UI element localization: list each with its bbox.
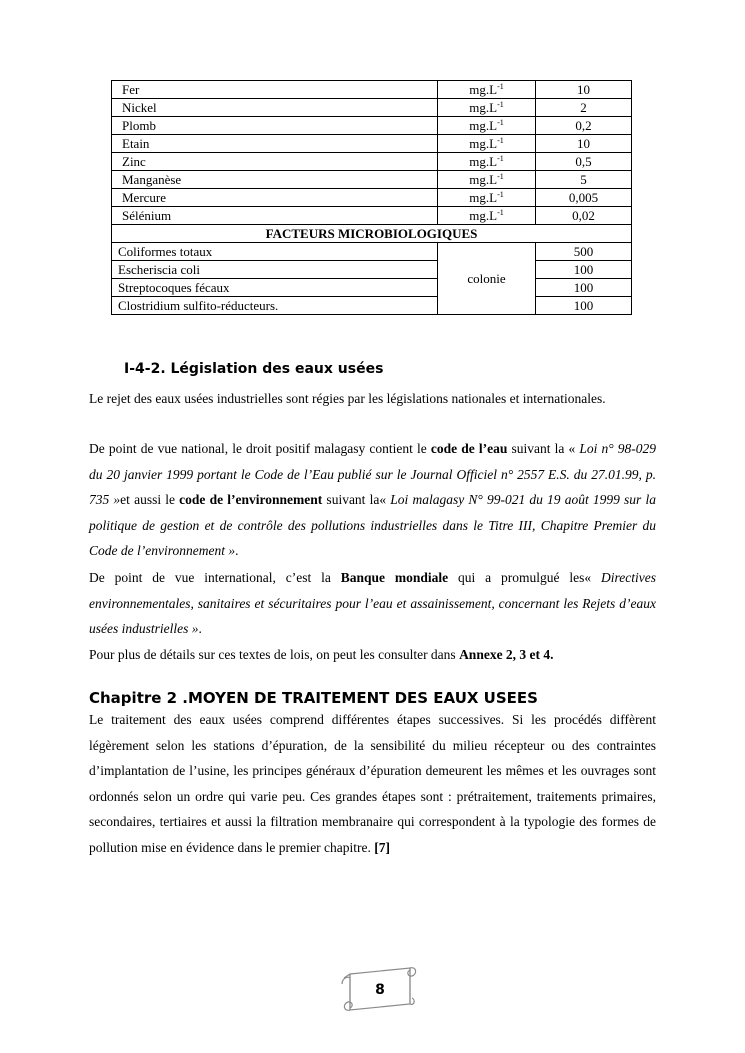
banque-mondiale-term: Banque mondiale: [340, 570, 449, 585]
table-row: [112, 171, 632, 189]
table-row: [112, 135, 632, 153]
loi-99-021-citation: Loi malagasy N° 99-021 du 19 août 1999 sur la politique de gestion et de contrôle des pollutions industrielles dans le Titre III, Chapitre Premier du Code de l’environnement »: [89, 492, 656, 558]
microbe-value: 100: [536, 279, 632, 297]
parameter-table: [111, 80, 632, 315]
paragraph-annex-reference: Pour plus de détails sur ces textes de lois, on peut les consulter dans Annexe 2, 3 et 4.: [89, 647, 554, 662]
parameter-value: 0,5: [536, 153, 632, 171]
parameter-value: 0,005: [536, 189, 632, 207]
microbe-name: Coliformes totaux: [112, 243, 438, 261]
parameter-value: 5: [536, 171, 632, 189]
parameter-name: Mercure: [112, 189, 438, 207]
section-heading: I-4-2. Législation des eaux usées: [124, 361, 384, 377]
parameter-name: Etain: [112, 135, 438, 153]
parameter-name: Nickel: [112, 99, 438, 117]
code-environnement-term: code de l’environnement: [179, 492, 323, 507]
directives-citation: Directives environnementales, sanitaires et sécuritaires pour l’eau et assainissement, concernant les Rejets d’eaux usées industrielles »: [89, 570, 656, 636]
table-row: [112, 81, 632, 99]
table-row: [112, 261, 632, 279]
annex-reference: Annexe 2, 3 et 4.: [459, 647, 554, 662]
section-title: FACTEURS MICROBIOLOGIQUES: [112, 225, 632, 243]
page-number: 8: [375, 982, 385, 998]
table-row: [112, 243, 632, 261]
parameter-value: 10: [536, 135, 632, 153]
paragraph-legislation-intro: Le rejet des eaux usées industrielles sont régies par les législations nationales et internationales.: [89, 391, 606, 406]
table-row: [112, 279, 632, 297]
code-eau-term: code de l’eau: [430, 441, 508, 456]
parameter-unit: $mg.L^{-1}$: [437, 171, 535, 189]
chapter-heading: Chapitre 2 .MOYEN DE TRAITEMENT DES EAUX USEES: [89, 689, 538, 707]
microbe-unit: colonie: [437, 243, 535, 315]
loi-98-029-citation: Loi n° 98-029 du 20 janvier 1999 portant le Code de l’Eau publié sur le Journal Officiel n° 2557 E.S. du 27.01.99, p. 735 »: [89, 441, 656, 507]
parameter-name: Manganèse: [112, 171, 438, 189]
microbe-value: 100: [536, 261, 632, 279]
parameter-name: Zinc: [112, 153, 438, 171]
table-row: [112, 207, 632, 225]
paragraph-national-law: De point de vue national, le droit positif malagasy contient le code de l’eau suivant la « Loi n° 98-029 du 20 janvier 1999 portant le Code de l’Eau publié sur le Journal Officiel n° 2557 E.S. du 27.01.99, p. 735 »et aussi le code de l’environnement suivant la« Loi malagasy N° 99-021 du 19 août 1999 sur la politique de gestion et de contrôle des pollutions industrielles dans le Titre III, Chapitre Premier du Code de l’environnement ».: [89, 441, 656, 558]
parameter-unit: $mg.L^{-1}$: [437, 99, 535, 117]
parameter-value: 2: [536, 99, 632, 117]
parameter-name: Fer: [112, 81, 438, 99]
table-row: [112, 117, 632, 135]
table-row: [112, 297, 632, 315]
parameter-unit: $mg.L^{-1}$: [437, 81, 535, 99]
microbe-value: 500: [536, 243, 632, 261]
citation-reference: [7]: [374, 839, 391, 855]
paragraph-treatment-intro: Le traitement des eaux usées comprend différentes étapes successives. Si les procédés diffèrent légèrement selon les stations d’épuration, de la sensibilité du milieu récepteur ou des contraintes d’implantation de l’usine, les principes généraux d’épuration demeurent les mêmes et les ouvrages sont ordonnés selon un ordre qui varie peu. Ces grandes étapes sont : prétraitement, traitements primaires, secondaires, tertiaires et aussi la filtration membranaire qui correspondent à la typologie des formes de pollution mise en évidence dans le premier chapitre. [7]: [89, 712, 656, 855]
table-row: [112, 189, 632, 207]
parameter-unit: $mg.L^{-1}$: [437, 189, 535, 207]
microbe-value: 100: [536, 297, 632, 315]
table-row: [112, 153, 632, 171]
parameter-value: 10: [536, 81, 632, 99]
parameter-name: Plomb: [112, 117, 438, 135]
parameter-value: 0,2: [536, 117, 632, 135]
microbe-name: Escheriscia coli: [112, 261, 438, 279]
table-section-row: [112, 225, 632, 243]
parameter-value: 0,02: [536, 207, 632, 225]
microbe-name: Streptocoques fécaux: [112, 279, 438, 297]
parameter-unit: $mg.L^{-1}$: [437, 153, 535, 171]
paragraph-international-law: De point de vue international, c’est la Banque mondiale qui a promulgué les« Directives environnementales, sanitaires et sécuritaires pour l’eau et assainissement, concernant les Rejets d’eaux usées industrielles ».: [89, 570, 656, 636]
parameter-unit: $mg.L^{-1}$: [437, 207, 535, 225]
parameter-unit: $mg.L^{-1}$: [437, 117, 535, 135]
table-row: [112, 99, 632, 117]
parameter-unit: $mg.L^{-1}$: [437, 135, 535, 153]
microbe-name: Clostridium sulfito-réducteurs.: [112, 297, 438, 315]
parameter-name: Sélénium: [112, 207, 438, 225]
